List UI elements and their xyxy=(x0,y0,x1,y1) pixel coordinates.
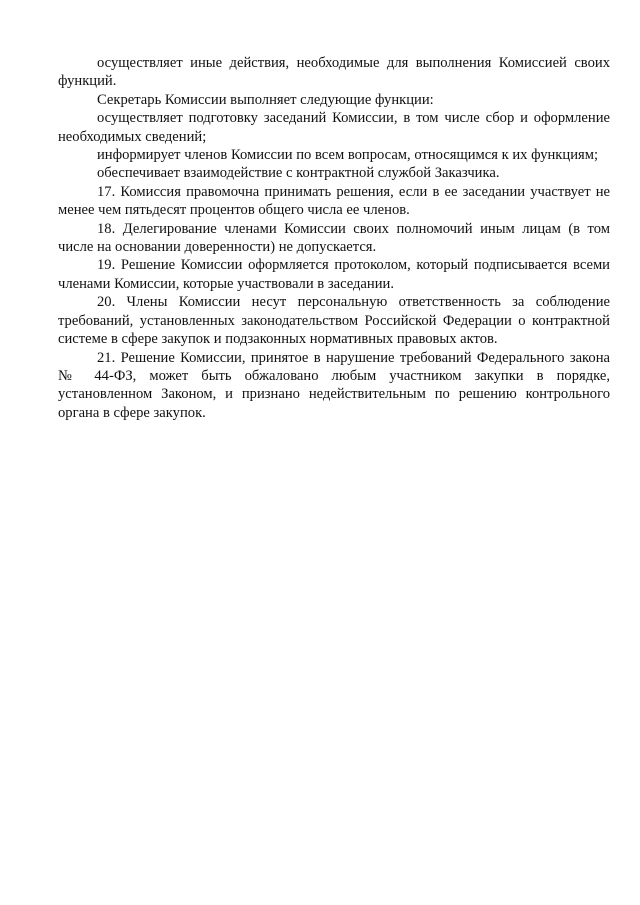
paragraph-item-17: 17. Комиссия правомочна принимать решения, если в ее заседании участвует не менее чем пятьдесят процентов общего числа ее членов. xyxy=(58,183,610,219)
paragraph-informs-members: информирует членов Комиссии по всем вопросам, относящимся к их функциям; xyxy=(97,147,599,164)
paragraph-ensures-interaction: обеспечивает взаимодействие с контрактной службой Заказчика. xyxy=(97,165,500,182)
paragraph-item-18: 18. Делегирование членами Комиссии своих полномочий иным лицам (в том числе на основании доверенности) не допускается. xyxy=(58,220,610,256)
document-body xyxy=(58,54,610,422)
paragraph-item-20: 20. Члены Комиссии несут персональную ответственность за соблюдение требований, установленных законодательством Российской Федерации о контрактной системе в сфере закупок и подзаконных нормативных правовых актов. xyxy=(58,294,610,348)
paragraph-prepares-meetings: осуществляет подготовку заседаний Комиссии, в том числе сбор и оформление необходимых сведений; xyxy=(58,110,610,145)
paragraph-other-actions: осуществляет иные действия, необходимые для выполнения Комиссией своих функций. xyxy=(58,55,610,90)
paragraph-secretary-functions: Секретарь Комиссии выполняет следующие функции: xyxy=(97,91,434,108)
paragraph-item-19: 19. Решение Комиссии оформляется протоколом, который подписывается всеми членами Комиссии, которые участвовали в заседании. xyxy=(58,257,610,292)
paragraph-item-21: 21. Решение Комиссии, принятое в нарушение требований Федерального закона № 44-ФЗ, может быть обжаловано любым участником закупки в порядке, установленном Законом, и признано недействительным по решению контрольного органа в сфере закупок. xyxy=(58,349,610,421)
